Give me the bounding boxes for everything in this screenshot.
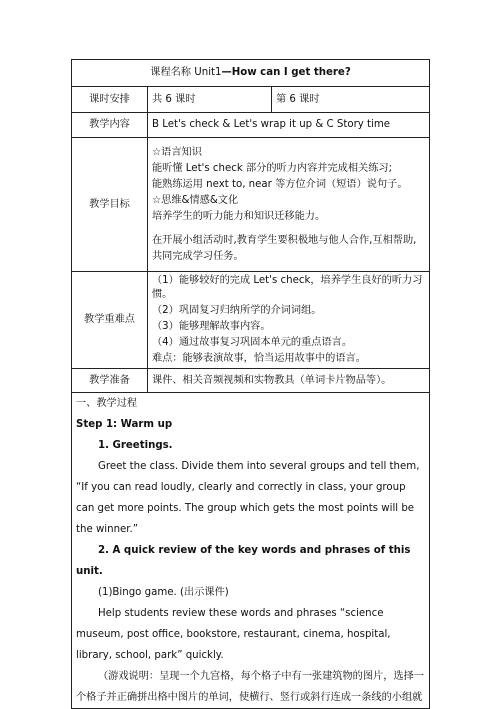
key-point-line: 难点：能够表演故事，恰当运用故事中的语言。 (152, 353, 366, 364)
schedule-total: 共 6 课时 (148, 87, 272, 113)
objective-line: ☆思维&情感&文化 (152, 194, 239, 206)
course-unit: Unit1 (194, 67, 222, 78)
paragraph: （游戏说明：呈现一个九宫格，每个格子中有一张建筑物的图片，选择一个格子并正确拼出格中图片的单词，使横行、竖行或斜行连成一条线的小组就 (76, 671, 424, 703)
teaching-process (72, 393, 430, 709)
objective-line: 共同完成学习任务。 (152, 250, 244, 262)
content-row (72, 113, 430, 138)
preparation-row (72, 369, 430, 393)
step-heading: Step 1: Warm up (76, 419, 173, 430)
objective-line: 能听懂 Let's check 部分的听力内容并完成相关练习; (152, 162, 393, 174)
objectives-content (148, 138, 430, 272)
key-points-content (148, 272, 430, 369)
objective-line: 能熟练运用 next to, near 等方位介词（短语）说句子。 (152, 178, 408, 190)
objectives-label: 教学目标 (72, 138, 148, 272)
key-points-label: 教学重难点 (72, 272, 148, 369)
bingo-label: (1)Bingo game. (98, 587, 181, 598)
process-heading: 一、教学过程 (76, 398, 138, 409)
process-row (72, 393, 430, 709)
preparation-label: 教学准备 (72, 369, 148, 393)
course-label: 课程名称 (150, 67, 192, 78)
bingo-note: (出示课件) (180, 587, 229, 598)
objective-line: ☆语言知识 (152, 146, 202, 158)
objective-line: 培养学生的听力能力和知识迁移能力。 (152, 210, 326, 222)
course-title: —How can I get there? (221, 67, 351, 78)
preparation-value: 课件、相关音频视频和实物教具（单词卡片物品等）。 (148, 369, 430, 393)
schedule-current: 第 6 课时 (272, 87, 430, 113)
content-label: 教学内容 (72, 113, 148, 138)
key-point-line: （3）能够理解故事内容。 (152, 321, 271, 332)
paragraph: Greet the class. Divide them into several groups and tell them, “If you can read loudly, clearly and correctly in class, your group can get more points. The group which gets the most points will be the winner.” (76, 461, 420, 535)
objective-line: 在开展小组活动时,教育学生要积极地与他人合作,互相帮助, (152, 234, 417, 246)
lesson-plan-table (71, 59, 430, 709)
content-value: B Let's check & Let's wrap it up & C Story time (148, 113, 430, 138)
key-point-line: （2）巩固复习归纳所学的介词词组。 (152, 305, 322, 316)
key-point-line: （4）通过故事复习巩固本单元的重点语言。 (152, 337, 353, 348)
title-row (72, 60, 430, 87)
sub-heading: 1. Greetings. (98, 440, 173, 451)
course-title-cell (72, 60, 430, 87)
key-point-line: （1）能够较好的完成 Let's check，培养学生良好的听力习惯。 (152, 275, 423, 300)
sub-heading: 2. A quick review of the key words and phrases of this unit. (76, 545, 411, 577)
schedule-label: 课时安排 (72, 87, 148, 113)
schedule-row (72, 87, 430, 113)
bingo-line (76, 582, 425, 603)
paragraph: Help students review these words and phrases “science museum, post office, bookstore, restaurant, cinema, hospital, library, school, park” quickly. (76, 608, 391, 661)
key-points-row (72, 272, 430, 369)
objectives-row (72, 138, 430, 272)
